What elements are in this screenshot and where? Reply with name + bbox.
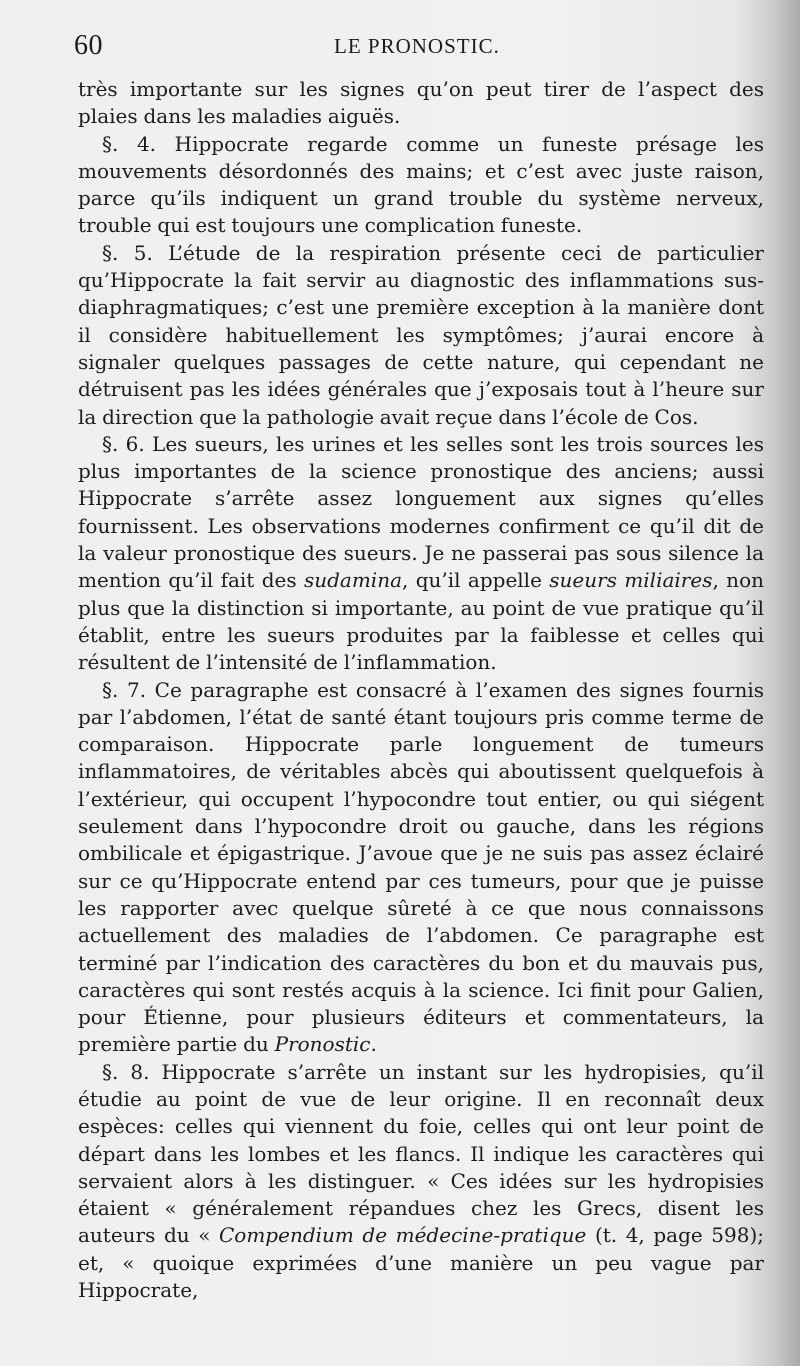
text-run: . (370, 1032, 377, 1057)
text-run: §. 6. Les sueurs, les urines et les selles sont les trois sources les plus importantes de la science pronostique des anciens; aussi Hippocrate s’arrête assez longuement aux signes qu’elles fournissent. Les observations modernes confirment ce qu’il dit de la valeur pronostique des sueurs. Je ne passerai pas sous silence la mention qu’il fait des (78, 431, 764, 593)
text-run: §. 8. Hippocrate s’arrête un instant sur les hydropisies, qu’il étudie au point de vue de leur origine. Il en reconnaît deux espèces: celles qui viennent du foie, celles qui ont leur point de départ dans les lombes et les flancs. Il indique les caractères qui servaient alors à les distinguer. « Ces idées sur les hydropisies étaient « généralement répandues chez les Grecs, disent les auteurs du « (78, 1059, 764, 1248)
text-run: , non plus que la distinction si importante, au point de vue pratique qu’il établit, entre les sueurs produites par la faiblesse et celles qui résultent de l’intensité de l’inflammation. (78, 568, 764, 675)
paragraph (78, 76, 764, 131)
paragraph (78, 431, 764, 677)
paragraph (78, 1059, 764, 1305)
paragraph (78, 131, 764, 240)
page-number: 60 (74, 30, 103, 61)
paragraph (78, 677, 764, 1059)
text-run: §. 5. L’étude de la respiration présente ceci de particulier qu’Hippocrate la fait servir au diagnostic des inflammations sus-diaphragmatiques; c’est une première exception à la manière dont il considère habituellement les symptômes; j’aurai encore à signaler quelques passages de cette nature, qui cependant ne détruisent pas les idées générales que j’exposais tout à l’heure sur la direction que la pathologie avait reçue dans l’école de Cos. (78, 240, 764, 429)
running-head (74, 30, 764, 66)
paragraph (78, 240, 764, 431)
italic-text-run: sudamina (303, 568, 403, 593)
text-run: très importante sur les signes qu’on peut tirer de l’aspect des plaies dans les maladies aiguës. (78, 77, 764, 129)
text-run: (t. 4, page 598); et, « quoique exprimées d’une manière un peu vague par Hippocrate, (78, 1223, 764, 1303)
text-run: §. 4. Hippocrate regarde comme un funeste présage les mouvements désordonnés des mains; et c’est avec juste raison, parce qu’ils indiquent un grand trouble du système nerveux, trouble qui est toujours une complication funeste. (78, 131, 764, 238)
text-run: §. 7. Ce paragraphe est consacré à l’examen des signes fournis par l’abdomen, l’état de santé étant toujours pris comme terme de comparaison. Hippocrate parle longuement de tumeurs inflammatoires, de véritables abcès qui aboutissent quelquefois à l’extérieur, qui occupent l’hypocondre tout entier, ou qui siégent seulement dans l’hypocondre droit ou gauche, dans les régions ombilicale et épigastrique. J’avoue que je ne suis pas assez éclairé sur ce qu’Hippocrate entend par ces tumeurs, pour que je puisse les rapporter avec quelque sûreté à ce que nous connaissons actuellement des maladies de l’abdomen. Ce paragraphe est terminé par l’indication des caractères du bon et du mauvais pus, caractères qui sont restés acquis à la science. Ici finit pour Galien, pour Étienne, pour plusieurs éditeurs et commentateurs, la première partie du (78, 677, 764, 1057)
italic-text-run: Compendium de médecine-pratique (219, 1223, 587, 1248)
italic-text-run: sueurs miliaires (549, 568, 713, 593)
body-text (78, 76, 764, 1304)
running-title: LE PRONOSTIC. (334, 34, 500, 58)
text-run: , qu’il appelle (402, 568, 550, 593)
italic-text-run: Pronostic (274, 1032, 371, 1057)
